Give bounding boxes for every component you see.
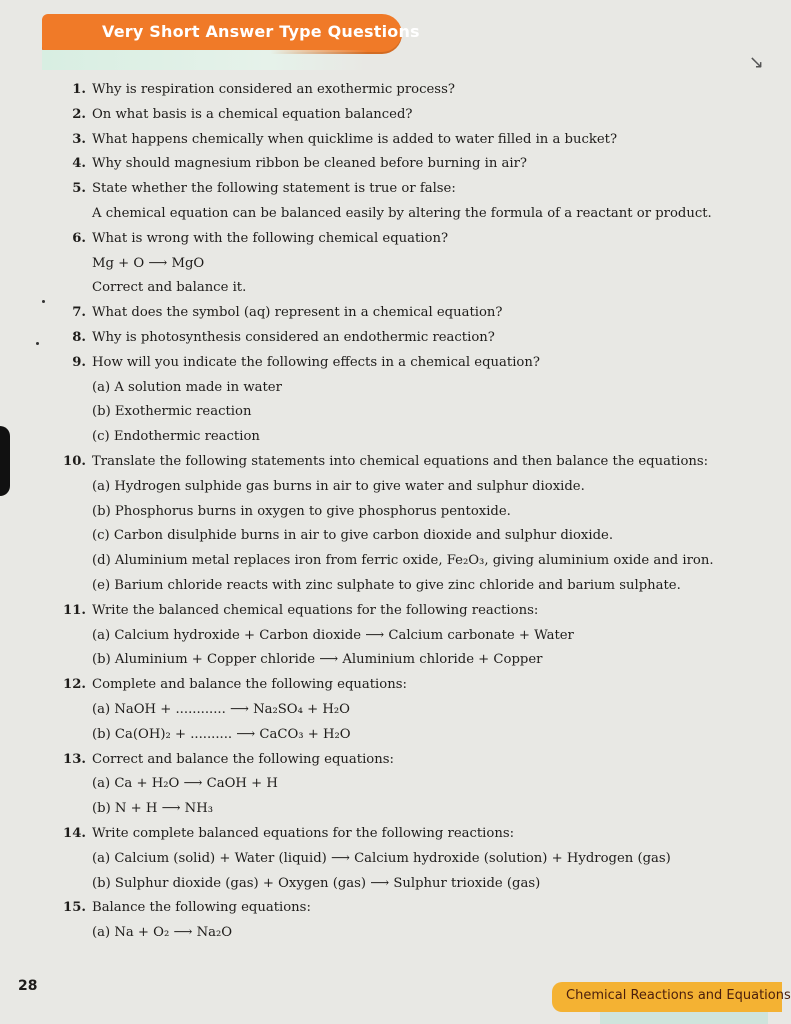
sub-question: (a) Hydrogen sulphide gas burns in air to give water and sulphur dioxide. bbox=[92, 478, 585, 494]
question-number: 1. bbox=[72, 82, 86, 97]
question-10 bbox=[40, 450, 752, 599]
question-number: 9. bbox=[72, 354, 86, 370]
question-13 bbox=[40, 748, 752, 822]
sub-question: (b) Sulphur dioxide (gas) + Oxygen (gas) ⟶ Sulphur trioxide (gas) bbox=[92, 875, 541, 891]
sub-question: (b) Exothermic reaction bbox=[92, 404, 252, 420]
question-text: On what basis is a chemical equation balanced? bbox=[92, 106, 413, 122]
sub-question: (b) Aluminium + Copper chloride ⟶ Aluminium chloride + Copper bbox=[92, 652, 543, 668]
equation-text: Mg + O ⟶ MgO bbox=[92, 255, 205, 271]
question-number: 4. bbox=[72, 156, 86, 172]
question-text: Write complete balanced equations for the following reactions: bbox=[92, 825, 515, 841]
question-text: Balance the following equations: bbox=[92, 900, 311, 916]
question-2 bbox=[40, 103, 752, 128]
sub-question: (a) Calcium hydroxide + Carbon dioxide ⟶ Calcium carbonate + Water bbox=[92, 627, 574, 643]
question-4 bbox=[40, 152, 752, 177]
instruction-text: Correct and balance it. bbox=[92, 280, 247, 296]
question-text: State whether the following statement is true or false: bbox=[92, 181, 456, 197]
sub-question: (c) Endothermic reaction bbox=[92, 429, 260, 445]
question-9 bbox=[40, 351, 752, 450]
question-text: Correct and balance the following equations: bbox=[92, 751, 394, 767]
question-number: 10. bbox=[63, 453, 86, 469]
chapter-tab bbox=[552, 982, 791, 1012]
sub-question: (b) N + H ⟶ NH₃ bbox=[92, 801, 214, 817]
question-number: 14. bbox=[63, 825, 86, 841]
question-1 bbox=[40, 78, 752, 103]
sub-question: (a) Ca + H₂O ⟶ CaOH + H bbox=[92, 776, 278, 792]
question-text: What is wrong with the following chemical equation? bbox=[92, 230, 449, 246]
page-number: 28 bbox=[18, 978, 38, 994]
question-text: What does the symbol (aq) represent in a chemical equation? bbox=[92, 305, 503, 321]
sub-question: (b) Ca(OH)₂ + .......... ⟶ CaCO₃ + H₂O bbox=[92, 726, 351, 742]
question-number: 13. bbox=[63, 751, 86, 767]
question-text: Write the balanced chemical equations for the following reactions: bbox=[92, 602, 539, 618]
question-8 bbox=[40, 326, 752, 351]
section-title: Very Short Answer Type Questions bbox=[102, 22, 420, 41]
sub-question: (d) Aluminium metal replaces iron from ferric oxide, Fe₂O₃, giving aluminium oxide and iron. bbox=[92, 553, 714, 569]
footer-band bbox=[600, 1012, 768, 1024]
question-text: What happens chemically when quicklime is added to water filled in a bucket? bbox=[92, 131, 618, 147]
question-11 bbox=[40, 599, 752, 673]
sub-question: (b) Phosphorus burns in oxygen to give phosphorus pentoxide. bbox=[92, 503, 511, 519]
statement-text: A chemical equation can be balanced easily by altering the formula of a reactant or product. bbox=[92, 205, 712, 221]
question-text: Why should magnesium ribbon be cleaned before burning in air? bbox=[92, 156, 527, 172]
question-number: 3. bbox=[72, 131, 86, 147]
question-3 bbox=[40, 128, 752, 153]
question-number: 2. bbox=[72, 106, 86, 122]
sub-question: (a) Na + O₂ ⟶ Na₂O bbox=[92, 925, 233, 941]
banner-underlay bbox=[42, 50, 368, 70]
question-5 bbox=[40, 177, 752, 227]
question-number: 8. bbox=[72, 329, 86, 345]
question-6 bbox=[40, 227, 752, 301]
question-number: 15. bbox=[63, 900, 86, 916]
sub-question: (e) Barium chloride reacts with zinc sulphate to give zinc chloride and barium sulphate. bbox=[92, 577, 681, 593]
question-number: 6. bbox=[72, 230, 86, 246]
question-14 bbox=[40, 822, 752, 896]
question-text: Translate the following statements into chemical equations and then balance the equations: bbox=[92, 453, 709, 469]
sub-question: (a) NaOH + ............ ⟶ Na₂SO₄ + H₂O bbox=[92, 701, 350, 717]
question-number: 11. bbox=[63, 602, 86, 618]
chapter-title: Chemical Reactions and Equations bbox=[566, 988, 791, 1003]
question-text: Why is photosynthesis considered an endothermic reaction? bbox=[92, 329, 495, 345]
corner-mark: ↘ bbox=[748, 52, 764, 73]
question-text: How will you indicate the following effects in a chemical equation? bbox=[92, 354, 540, 370]
question-number: 5. bbox=[72, 181, 86, 197]
binding-hole bbox=[0, 426, 10, 496]
section-banner bbox=[42, 14, 420, 54]
sub-question: (a) A solution made in water bbox=[92, 379, 282, 395]
question-text: Why is respiration considered an exothermic process? bbox=[92, 82, 455, 97]
question-7 bbox=[40, 301, 752, 326]
question-12 bbox=[40, 673, 752, 747]
question-number: 7. bbox=[72, 305, 86, 321]
question-15 bbox=[40, 896, 752, 946]
question-text: Complete and balance the following equations: bbox=[92, 677, 407, 693]
margin-speck bbox=[36, 342, 39, 345]
sub-question: (a) Calcium (solid) + Water (liquid) ⟶ Calcium hydroxide (solution) + Hydrogen (gas) bbox=[92, 850, 671, 866]
sub-question: (c) Carbon disulphide burns in air to give carbon dioxide and sulphur dioxide. bbox=[92, 528, 614, 544]
question-number: 12. bbox=[63, 677, 86, 693]
question-list bbox=[40, 78, 752, 946]
